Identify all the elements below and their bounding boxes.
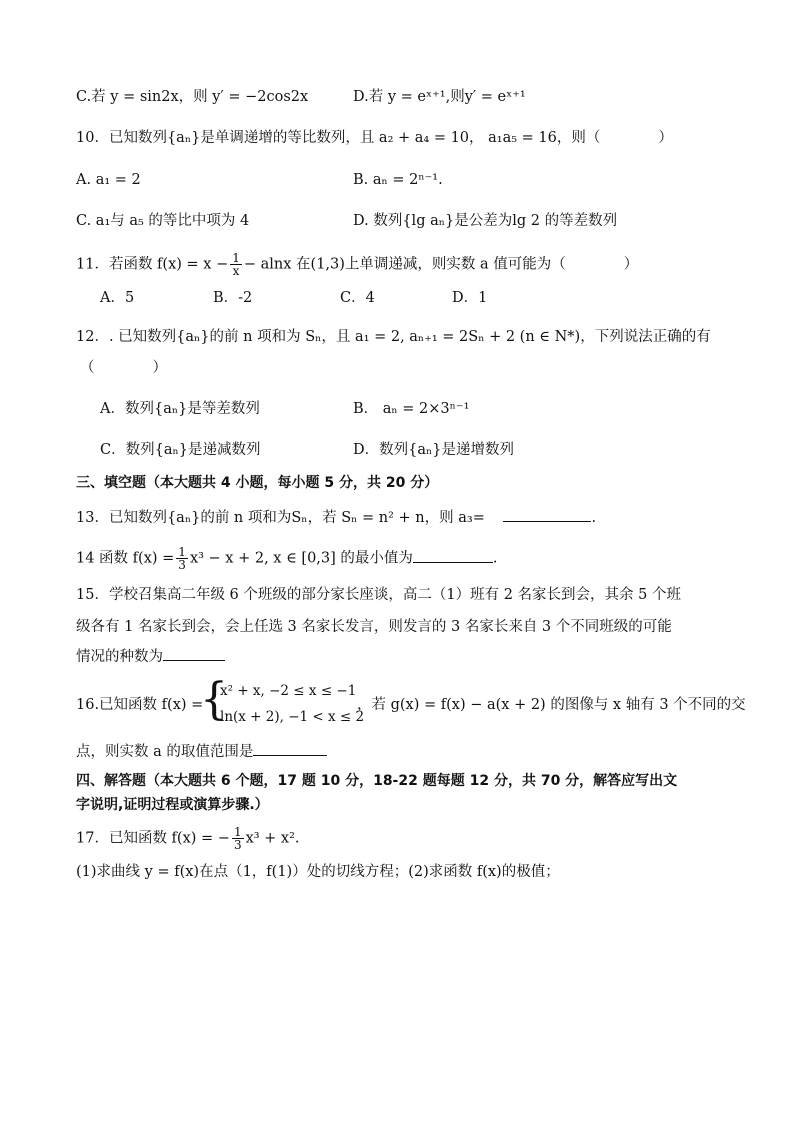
- q9-option-d: D.若 y = eˣ⁺¹,则y′ = eˣ⁺¹: [353, 89, 526, 105]
- section-4-heading-line-2: 字说明,证明过程或演算步骤.）: [76, 797, 269, 813]
- q16-line-2-text: 点，则实数 a 的取值范围是: [76, 744, 254, 760]
- q11-option-a: A．5: [100, 290, 135, 306]
- q15-answer-blank[interactable]: [163, 646, 225, 661]
- q17-pre: 17．已知函数 f(x) = −: [76, 830, 230, 847]
- q11-option-d: D．1: [452, 290, 488, 306]
- q10-option-c: C. a₁与 a₅ 的等比中项为 4: [76, 213, 250, 229]
- q14-pre: 14 函数 f(x) =: [76, 550, 175, 567]
- q14-fraction: [176, 546, 188, 571]
- q15-line-2: 级各有 1 名家长到会，会上任选 3 名家长发言，则发言的 3 名家长来自 3 个不同班级的可能: [76, 619, 672, 635]
- q12-option-a: A．数列{aₙ}是等差数列: [100, 401, 260, 417]
- q12-paren: （ ）: [80, 360, 167, 376]
- q11-option-b: B．-2: [213, 290, 253, 306]
- q13-stem-text: 13．已知数列{aₙ}的前 n 项和为Sₙ，若 Sₙ = n² + n，则 a₃=: [76, 510, 485, 526]
- q16-line-2: [76, 741, 327, 763]
- q11-stem-pre: 11．若函数 f(x) = x −: [76, 256, 229, 273]
- q14-stem: [76, 546, 498, 571]
- q10-option-d: D. 数列{lg aₙ}是公差为lg 2 的等差数列: [353, 213, 618, 229]
- q12-stem: 12．. 已知数列{aₙ}的前 n 项和为 Sₙ，且 a₁ = 2, aₙ₊₁ = 2Sₙ + 2 (n ∈ N*)，下列说法正确的有: [76, 329, 711, 345]
- q17-subquestions: (1)求曲线 y = f(x)在点（1，f(1)）处的切线方程；(2)求函数 f(x)的极值；: [76, 864, 560, 880]
- q14-answer-blank[interactable]: [413, 548, 493, 563]
- q10-option-b: B. aₙ = 2ⁿ⁻¹.: [353, 172, 443, 188]
- q11-frac-den: x: [232, 264, 240, 278]
- q12-option-d: D．数列{aₙ}是递增数列: [353, 442, 514, 458]
- q14-frac-den: 3: [178, 558, 186, 572]
- q14-post: x³ − x + 2, x ∈ [0,3] 的最小值为: [189, 550, 413, 567]
- q17-frac-num: 1: [233, 825, 242, 839]
- q14-end: .: [492, 550, 498, 567]
- q15-line-1: 15．学校召集高二年级 6 个班级的部分家长座谈，高二（1）班有 2 名家长到会，其余 5 个班: [76, 587, 682, 603]
- q12-option-b: B． aₙ = 2×3ⁿ⁻¹: [353, 401, 470, 417]
- q17-stem: [76, 826, 300, 851]
- q11-stem: [76, 252, 638, 277]
- q17-post: x³ + x².: [245, 830, 300, 847]
- q13-end: .: [591, 510, 597, 526]
- section-3-heading: 三、填空题（本大题共 4 小题，每小题 5 分，共 20 分）: [76, 475, 439, 491]
- q9-option-c: C.若 y = sin2x，则 y′ = −2cos2x: [76, 89, 309, 105]
- q16-case-2: ln(x + 2), −1 < x ≤ 2: [220, 709, 365, 725]
- q17-fraction: [232, 826, 244, 851]
- q12-option-c: C．数列{aₙ}是递减数列: [100, 442, 261, 458]
- q16-answer-blank[interactable]: [253, 741, 327, 756]
- q14-frac-num: 1: [178, 545, 186, 559]
- q11-option-c: C．4: [340, 290, 375, 306]
- q16-brace: {: [200, 674, 228, 725]
- q11-stem-post: − alnx 在(1,3)上单调递减，则实数 a 值可能为（ ）: [243, 256, 639, 273]
- q10-stem: 10．已知数列{aₙ}是单调递增的等比数列，且 a₂ + a₄ = 10， a₁a₅ = 16，则（ ）: [76, 130, 673, 146]
- q16-stem-pre: 16.已知函数 f(x) =: [76, 697, 204, 713]
- q10-option-a: A. a₁ = 2: [76, 172, 141, 188]
- q15-line-3-text: 情况的种数为: [76, 649, 163, 665]
- q16-case-1: x² + x, −2 ≤ x ≤ −1: [220, 683, 357, 699]
- q13-stem: [76, 507, 596, 529]
- q16-stem-post: ，若 g(x) = f(x) − a(x + 2) 的图像与 x 轴有 3 个不同的交: [357, 697, 746, 713]
- section-4-heading-line-1: 四、解答题（本大题共 6 个题，17 题 10 分，18-22 题每题 12 分，共 70 分，解答应写出文: [76, 773, 678, 789]
- q11-fraction: [230, 252, 242, 277]
- q11-frac-num: 1: [232, 251, 240, 265]
- q13-answer-blank[interactable]: [503, 507, 591, 522]
- q17-frac-den: 3: [233, 838, 242, 852]
- q15-line-3: [76, 646, 225, 668]
